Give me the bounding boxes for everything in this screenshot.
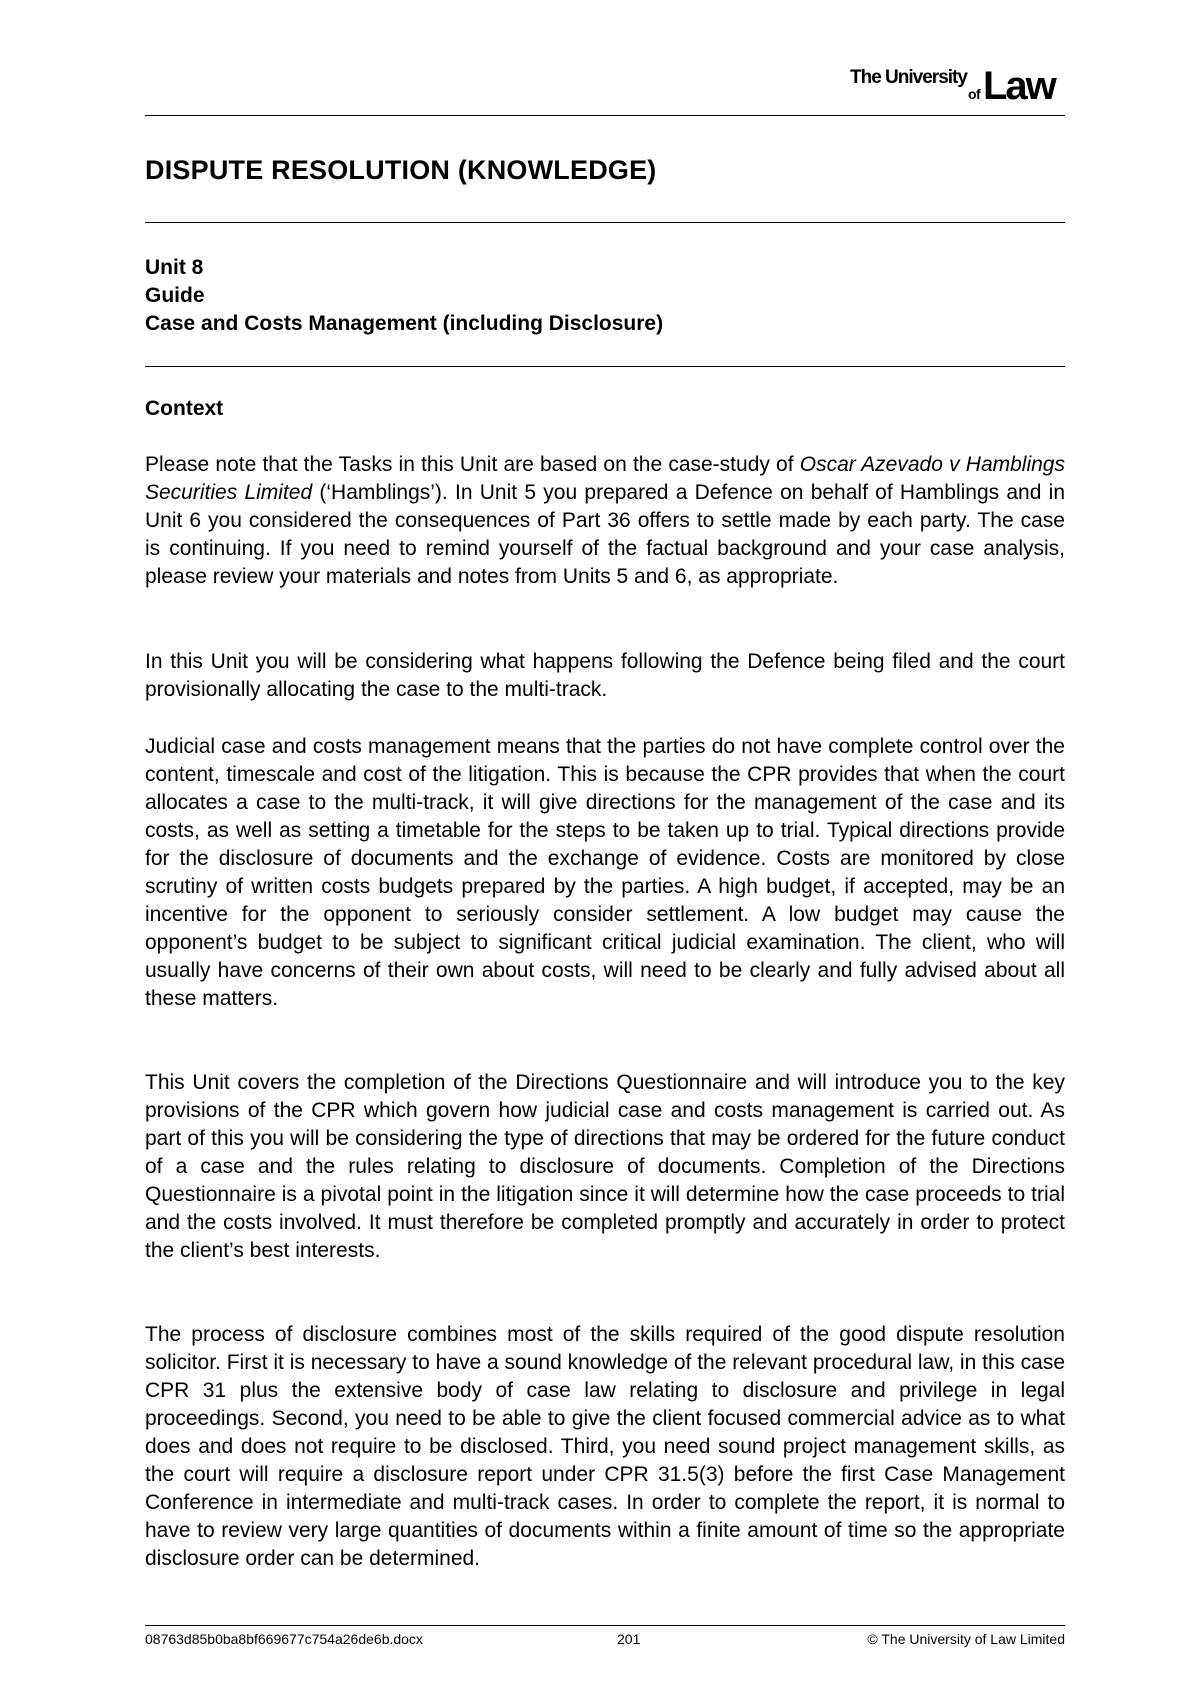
unit-info bbox=[145, 254, 663, 338]
paragraph-1-rest: (‘Hamblings’). In Unit 5 you prepared a Defence on behalf of Hamblings and in Unit 6 you considered the consequences of Part 36 offers to settle made by each party. The case is continuing. If you need to remind yourself of the factual background and your case analysis, please review your materials and notes from Units 5 and 6, as appropriate. bbox=[145, 481, 1066, 588]
footer-page-number: 201 bbox=[617, 1631, 641, 1647]
footer-filename: 08763d85b0ba8bf669677c754a26de6b.docx bbox=[145, 1631, 423, 1647]
footer-copyright: © The University of Law Limited bbox=[867, 1631, 1065, 1647]
logo-text-law: Law bbox=[983, 64, 1055, 108]
unit-type: Guide bbox=[145, 284, 205, 307]
unit-subject: Case and Costs Management (including Disclosure) bbox=[145, 312, 664, 335]
document-title: DISPUTE RESOLUTION (KNOWLEDGE) bbox=[145, 155, 657, 185]
logo-text-of: of bbox=[968, 86, 981, 102]
paragraph-1-intro: Please note that the Tasks in this Unit are based on the case-study of bbox=[145, 453, 800, 476]
document-page bbox=[145, 0, 1065, 1696]
unit-number: Unit 8 bbox=[145, 256, 204, 279]
paragraph-3: Judicial case and costs management means that the parties do not have complete control over the content, timescale and cost of the litigation. This is because the CPR provides that when the court allocates a case to the multi-track, it will give directions for the management of the case and its costs, as well as setting a timetable for the steps to be taken up to trial. Typical directions provide for the disclosure of documents and the exchange of evidence. Costs are monitored by close scrutiny of written costs budgets prepared by the parties. A high budget, if accepted, may be an incentive for the opponent to seriously consider settlement. A low budget may cause the opponent’s budget to be subject to significant critical judicial examination. The client, who will usually have concerns of their own about costs, will need to be clearly and fully advised about all these matters. bbox=[145, 735, 1065, 1010]
university-logo bbox=[850, 64, 1065, 112]
header-rule bbox=[145, 115, 1065, 116]
paragraph-4: This Unit covers the completion of the Directions Questionnaire and will introduce you to the key provisions of the CPR which govern how judicial case and costs management is carried out. As part of this you will be considering the type of directions that may be ordered for the future conduct of a case and the rules relating to disclosure of documents. Completion of the Directions Questionnaire is a pivotal point in the litigation since it will determine how the case proceeds to trial and the costs involved. It must therefore be completed promptly and accurately in order to protect the client’s best interests. bbox=[145, 1071, 1065, 1262]
logo-text-line1: The University bbox=[850, 67, 967, 88]
paragraph-1 bbox=[145, 451, 1065, 591]
page-footer bbox=[145, 1631, 1065, 1651]
case-name: Oscar Azevado v Hamblings Securities Limited bbox=[145, 453, 1065, 504]
section-heading-context: Context bbox=[145, 397, 224, 420]
unit-rule bbox=[145, 366, 1065, 367]
title-rule bbox=[145, 222, 1065, 223]
footer-rule bbox=[145, 1625, 1065, 1626]
paragraph-2: In this Unit you will be considering what happens following the Defence being filed and the court provisionally allocating the case to the multi-track. bbox=[145, 650, 1065, 701]
paragraph-5: The process of disclosure combines most of the skills required of the good dispute resolution solicitor. First it is necessary to have a sound knowledge of the relevant procedural law, in this case CPR 31 plus the extensive body of case law relating to disclosure and privilege in legal proceedings. Second, you need to be able to give the client focused commercial advice as to what does and does not require to be disclosed. Third, you need sound project management skills, as the court will require a disclosure report under CPR 31.5(3) before the first Case Management Conference in intermediate and multi-track cases. In order to complete the report, it is normal to have to review very large quantities of documents within a finite amount of time so the appropriate disclosure order can be determined. bbox=[145, 1323, 1065, 1570]
